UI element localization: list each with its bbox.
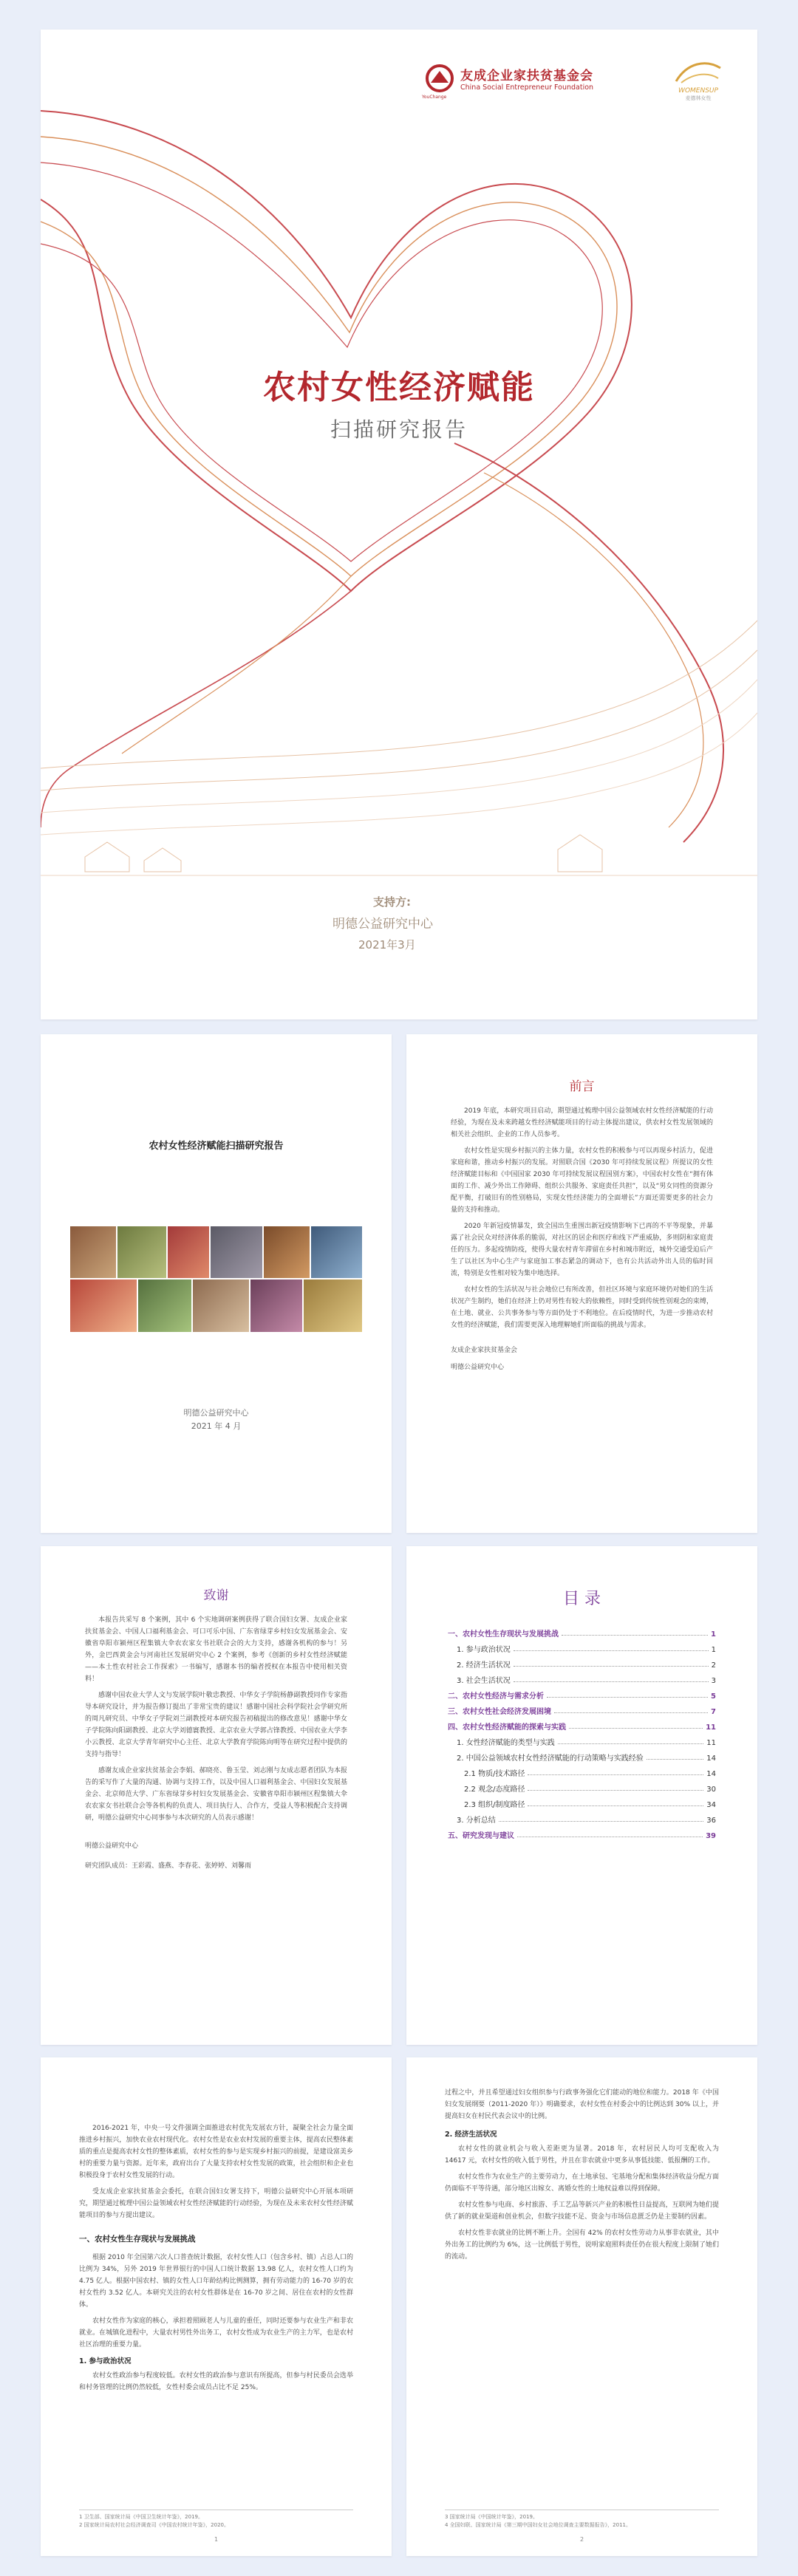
page-number: 1 — [214, 2536, 219, 2543]
preface-paragraph: 农村女性的生活状况与社会地位已有所改善，但社区环境与家庭环境仍对她们的生活状况产生制约，她们在经济上仍对男性有较大的依赖性，同时受到传统性别观念的束缚，在土地、就业、公共事务参与等方面仍处于不利地位。在后疫情时代，为进一步推动农村女性的经济赋能，我们需要更深入地理解她们所面临的挑战与需求。 — [451, 1286, 713, 1329]
body-page-2 — [406, 2057, 757, 2556]
toc-entry-label: 1. 女性经济赋能的类型与实践 — [457, 1739, 555, 1747]
thanks-paragraph: 本报告共采写 8 个案例，其中 6 个实地调研案例获得了联合国妇女署、友成企业家扶贫基金会、中国人口福利基金会、可口可乐中国、广东省绿芽乡村妇女发展基金会、安徽省阜阳市颍州区程集镇大伞农农家女书社联合会的大力支持，感谢各机构的参与！另外，金巴西黄金会与河南社区发展研究中心 2 个案例，参考《创新的乡村女性经济赋能——本土性农村社会工作探索》一书编写，感谢本书的编者授权在本报告中使用相关资料！ — [85, 1616, 347, 1683]
collage-photo — [250, 1280, 302, 1332]
toc-entry[interactable] — [448, 1670, 716, 1685]
title-page — [41, 1034, 392, 1533]
foundation-name-cn: 友成企业家扶贫基金会 — [460, 69, 593, 83]
subsection-paragraph: 农村女性参与电商、乡村旅游、手工艺品等新兴产业的积极性日益提高，互联网为她们提供了新的就业渠道和创业机会，但数字技能不足、资金与市场信息匮乏仍是主要制约因素。 — [445, 2201, 719, 2221]
collage-photo — [70, 1280, 137, 1332]
toc-leader-dots — [554, 1712, 708, 1713]
toc-page — [406, 1546, 757, 2045]
preface-paragraph: 农村女性是实现乡村振兴的主体力量，农村女性的积极参与可以再现乡村活力，促进家庭和谐，推动乡村振兴的发展。对照联合国《2030 年可持续发展议程》所提议的女性经济赋能目标和《中国国家 2030 年可持续发展议程国别方案》，中国农村女性在“拥有体面的工作、减少外出工作障碍、组织公共服务、家庭责任共担”，以及“男女同性的资源分配平衡，打破旧有的性别格局，实现女性经济能力的全面增长”方面还需要更多的社会力量的支持和推动。 — [451, 1147, 713, 1214]
thanks-team: 研究团队成员：王彩霞、盛燕、李春花、张婷婷、刘馨雨 — [85, 1862, 252, 1870]
thanks-signature: 明德公益研究中心 — [85, 1842, 139, 1850]
toc-entry[interactable] — [448, 1778, 716, 1794]
toc-entry-label: 2.2 观念/态度路径 — [464, 1786, 525, 1794]
toc-entry-label: 1. 参与政治状况 — [457, 1646, 511, 1654]
cover-page — [41, 30, 757, 1019]
toc-entry-page: 14 — [706, 1770, 716, 1778]
toc-entry-page: 11 — [706, 1739, 716, 1747]
body2-content — [445, 2087, 719, 2267]
toc-entry-label: 2.3 组织/制度路径 — [464, 1801, 525, 1809]
toc-leader-dots — [514, 1666, 709, 1667]
toc-entry-page: 2 — [711, 1661, 716, 1670]
partner-name-cn: 麦德林女性 — [685, 95, 712, 101]
toc-entry-page: 1 — [711, 1646, 716, 1654]
toc-entry-page: 1 — [711, 1630, 716, 1639]
toc-entry[interactable] — [448, 1809, 716, 1825]
collage-photo — [211, 1226, 262, 1278]
toc-entry-label: 四、农村女性经济赋能的探索与实践 — [448, 1723, 566, 1732]
preface-heading: 前言 — [569, 1079, 595, 1094]
foundation-short-name: YouChange — [422, 95, 447, 100]
toc-leader-dots — [562, 1635, 708, 1636]
toc-leader-dots — [528, 1805, 703, 1806]
toc-entry-label: 2. 经济生活状况 — [457, 1661, 511, 1670]
toc-leader-dots — [514, 1650, 709, 1651]
footnote: 3 国家统计局《中国统计年鉴》，2019。 — [445, 2514, 538, 2520]
toc-entry-page: 39 — [706, 1832, 716, 1840]
collage-photo — [138, 1280, 191, 1332]
toc-entry[interactable] — [448, 1794, 716, 1809]
body1-content — [79, 2122, 353, 2398]
toc-entry-page: 36 — [706, 1817, 716, 1825]
footnotes — [79, 2510, 353, 2529]
section-paragraph: 农村女性作为家庭的核心，承担着照顾老人与儿童的重任，同时还要参与农业生产和非农就业。在城镇化进程中，大量农村男性外出务工，农村女性成为农业生产的主力军，也是农村社区治理的重要力量。 — [79, 2317, 353, 2348]
support-label: 支持方: — [373, 895, 411, 909]
subsection-paragraph: 农村女性作为农业生产的主要劳动力，在土地承包、宅基地分配和集体经济收益分配方面仍面临不平等待遇，部分地区出嫁女、离婚女性的土地权益难以得到保障。 — [445, 2173, 719, 2193]
toc-entry-page: 30 — [706, 1786, 716, 1794]
collage-photo — [70, 1226, 116, 1278]
toc-entry-page: 3 — [711, 1677, 716, 1685]
thanks-body — [85, 1614, 347, 1870]
toc-entry[interactable] — [448, 1685, 716, 1701]
subsection-paragraph: 农村女性政治参与程度较低。农村女性的政治参与意识有所提高，但参与村民委员会选举和村务管理的比例仍然较低，女性村委会成员占比不足 25%。 — [79, 2372, 353, 2391]
cover-subtitle: 扫描研究报告 — [330, 417, 468, 442]
preface-page — [406, 1034, 757, 1533]
toc-list — [448, 1623, 716, 1840]
toc-entry-label: 3. 分析总结 — [457, 1817, 496, 1825]
subsection-title: 1. 参与政治状况 — [79, 2357, 132, 2365]
toc-entry-label: 2. 中国公益领域农村女性经济赋能的行动策略与实践经验 — [457, 1755, 644, 1763]
footnote: 4 全国妇联、国家统计局《第三期中国妇女社会地位调查主要数据报告》，2011。 — [445, 2522, 631, 2528]
toc-entry[interactable] — [448, 1701, 716, 1716]
toc-entry-label: 五、研究发现与建议 — [448, 1832, 514, 1840]
toc-entry[interactable] — [448, 1639, 716, 1654]
collage-photo — [168, 1226, 209, 1278]
support-org: 明德公益研究中心 — [332, 917, 433, 932]
toc-entry[interactable] — [448, 1623, 716, 1639]
title-page-title: 农村女性经济赋能扫描研究报告 — [149, 1141, 284, 1152]
toc-entry[interactable] — [448, 1732, 716, 1747]
thanks-heading: 致谢 — [203, 1588, 229, 1603]
photo-collage — [70, 1226, 362, 1332]
collage-photo — [193, 1280, 249, 1332]
collage-photo — [304, 1280, 362, 1332]
heart-line-art — [41, 30, 757, 1019]
toc-leader-dots — [499, 1821, 704, 1822]
subsection-title: 2. 经济生活状况 — [445, 2131, 497, 2139]
subsection-paragraph: 农村女性的就业机会与收入差距更为显著。2018 年，农村居民人均可支配收入为 14617 元，农村女性的收入低于男性，并且在非农就业中更多从事低技能、低报酬的工作。 — [445, 2145, 719, 2165]
toc-entry[interactable] — [448, 1825, 716, 1840]
toc-leader-dots — [647, 1759, 704, 1760]
toc-entry[interactable] — [448, 1763, 716, 1778]
cover-title: 农村女性经济赋能 — [263, 369, 535, 406]
continued-paragraph: 过程之中，并且希望通过妇女组织参与行政事务强化它们能动的地位和能力。2018 年《中国妇女发展纲要（2011-2020 年）》明确要求，农村女性在村委会中的比例达到 30% 以上，并提高妇女在村民代表会议中的比例。 — [445, 2089, 719, 2120]
subsection-paragraph: 农村女性非农就业的比例不断上升。全国有 42% 的农村女性劳动力从事非农就业，其中外出务工的比例约为 6%，这一比例低于男性，说明家庭照料责任仍在很大程度上限制了她们的流动。 — [445, 2230, 719, 2261]
footnote: 2 国家统计局农村社会经济调查司《中国农村统计年鉴》，2020。 — [79, 2522, 229, 2528]
footnotes — [445, 2510, 719, 2529]
intro-paragraph: 受友成企业家扶贫基金会委托，在联合国妇女署支持下，明德公益研究中心开展本项研究，期望通过梳理中国公益领域农村女性经济赋能的行动经验，为现在及未来农村女性经济赋能项目的参与方提出建议。 — [79, 2188, 353, 2219]
acknowledgements-page — [41, 1546, 392, 2045]
thanks-paragraph: 感谢友成企业家扶贫基金会李娟、郝晓亮、鲁玉莹、刘志刚与友成志愿者团队为本报告的采写作了大量的沟通、协调与支持工作，以及中国人口福利基金会、中国妇女发展基金会、北京师范大学、广东省绿芽乡村妇女发展基金会、安徽省阜阳市颍州区程集镇大伞农农家女书社联合会等各机构的负责人、项目执行人、合作方，受益人等积极配合支持调研，明德公益研究中心同事参与本次研究的人员表示感谢！ — [85, 1767, 347, 1822]
preface-body — [451, 1105, 713, 1371]
title-page-date: 2021 年 4 月 — [191, 1421, 242, 1431]
intro-paragraph: 2016-2021 年，中央一号文件强调全面推进农村优先发展农方针，凝聚全社会力量全面推进乡村振兴，加快农业农村现代化。农村女性是农业农村发展的重要主体，提高农民整体素质的重点是提高农村女性的整体素质，农村女性的参与是实现乡村振兴的前提，是建设富美乡村的重要力量与资源。近年来，政府出台了大量支持农村女性发展的政策，社会组织和企业也积极投身于农村女性发展的行动。 — [79, 2125, 353, 2179]
toc-entry-page: 7 — [711, 1708, 716, 1716]
partner-name-en: WOMENSUP — [678, 87, 718, 95]
toc-heading: 目 录 — [563, 1590, 601, 1608]
preface-paragraph: 2020 年新冠疫情暴发，致全国出生重围出新冠疫情影响下已再的不平等现象，并暴露了社会民众对经济体系的脆弱，对社区的居企和医疗和线下严重威胁，多则阴和家庭责任的压力。多起疫情防疫，使得大量农村青年滞留在乡村和城市附近，城外交通受迫后产生了以社区为中心生产与家庭加工事态紧急的调动下，也有公共活动外出人员的临时回流，特别是女性相对较为集中地选择。 — [451, 1223, 713, 1277]
toc-leader-dots — [558, 1743, 704, 1744]
collage-photo — [264, 1226, 310, 1278]
toc-entry-page: 34 — [706, 1801, 716, 1809]
page-number: 2 — [579, 2536, 584, 2543]
toc-entry-label: 二、农村女性经济与需求分析 — [448, 1692, 544, 1701]
footnote: 1 卫生部、国家统计局《中国卫生统计年鉴》，2019。 — [79, 2514, 203, 2520]
preface-paragraph: 2019 年底，本研究项目启动，期望通过梳理中国公益领域农村女性经济赋能的行动经验，为现在及未来跨越女性经济赋能项目的行动主体提出建议，供农村女性发展领域的相关社会组织、企业的工作人员参考。 — [451, 1107, 713, 1138]
toc-entry-page: 11 — [706, 1723, 716, 1732]
collage-photo — [311, 1226, 362, 1278]
toc-leader-dots — [547, 1697, 708, 1698]
toc-entry-page: 5 — [711, 1692, 716, 1701]
section-title: 一、农村女性生存现状与发展挑战 — [79, 2235, 196, 2244]
collage-photo — [117, 1226, 166, 1278]
toc-entry-label: 三、农村女性社会经济发展困境 — [448, 1708, 551, 1716]
preface-signature-1: 友成企业家扶贫基金会 — [451, 1347, 518, 1354]
toc-entry-page: 14 — [706, 1755, 716, 1763]
thanks-paragraph: 感谢中国农业大学人文与发展学院叶敬忠教授、中华女子学院杨静副教授同作专家指导本研究设计，并为报告修订提出了非常宝贵的建议！感谢中国社会科学院社会学研究所的周凡研究员、中华女子学院刘兰副教授对本研究报告初稿提出的修改意见！感谢中华女子学院陈向阳副教授、北京大学刘德寰教授、北京农业大学郭占锋教授、中国农业大学李小云教授、北京大学青年研究中心主任、北京大学教育学院陈向明等在研究过程中提供的支持与指导！ — [85, 1692, 347, 1758]
toc-entry-label: 一、农村女性生存现状与发展挑战 — [448, 1630, 559, 1639]
toc-entry[interactable] — [448, 1747, 716, 1763]
preface-signature-2: 明德公益研究中心 — [451, 1364, 505, 1371]
body-page-1 — [41, 2057, 392, 2556]
toc-leader-dots — [569, 1728, 703, 1729]
foundation-name-en: China Social Entrepreneur Foundation — [460, 83, 594, 92]
cover-date: 2021年3月 — [358, 938, 416, 952]
toc-entry-label: 3. 社会生活状况 — [457, 1677, 511, 1685]
section-paragraph: 根据 2010 年全国第六次人口普查统计数据，农村女性人口（包含乡村、镇）占总人口的比例为 34%，另外 2019 年世界银行的中国人口统计数据 13.98 亿人，农村女性人口约为 4.75 亿人。根据中国农村、镇的女性人口年龄结构比例测算，拥有劳动能力的 16-70 岁的农村女性约 3.52 亿人。本研究关注的农村女性群体是在 16-70 岁之间、居住在农村的女性群体。 — [79, 2254, 353, 2309]
toc-leader-dots — [514, 1681, 709, 1682]
toc-entry[interactable] — [448, 1716, 716, 1732]
title-page-org: 明德公益研究中心 — [183, 1408, 249, 1418]
toc-entry[interactable] — [448, 1654, 716, 1670]
toc-leader-dots — [528, 1774, 703, 1775]
toc-entry-label: 2.1 物质/技术路径 — [464, 1770, 525, 1778]
toc-leader-dots — [528, 1790, 703, 1791]
